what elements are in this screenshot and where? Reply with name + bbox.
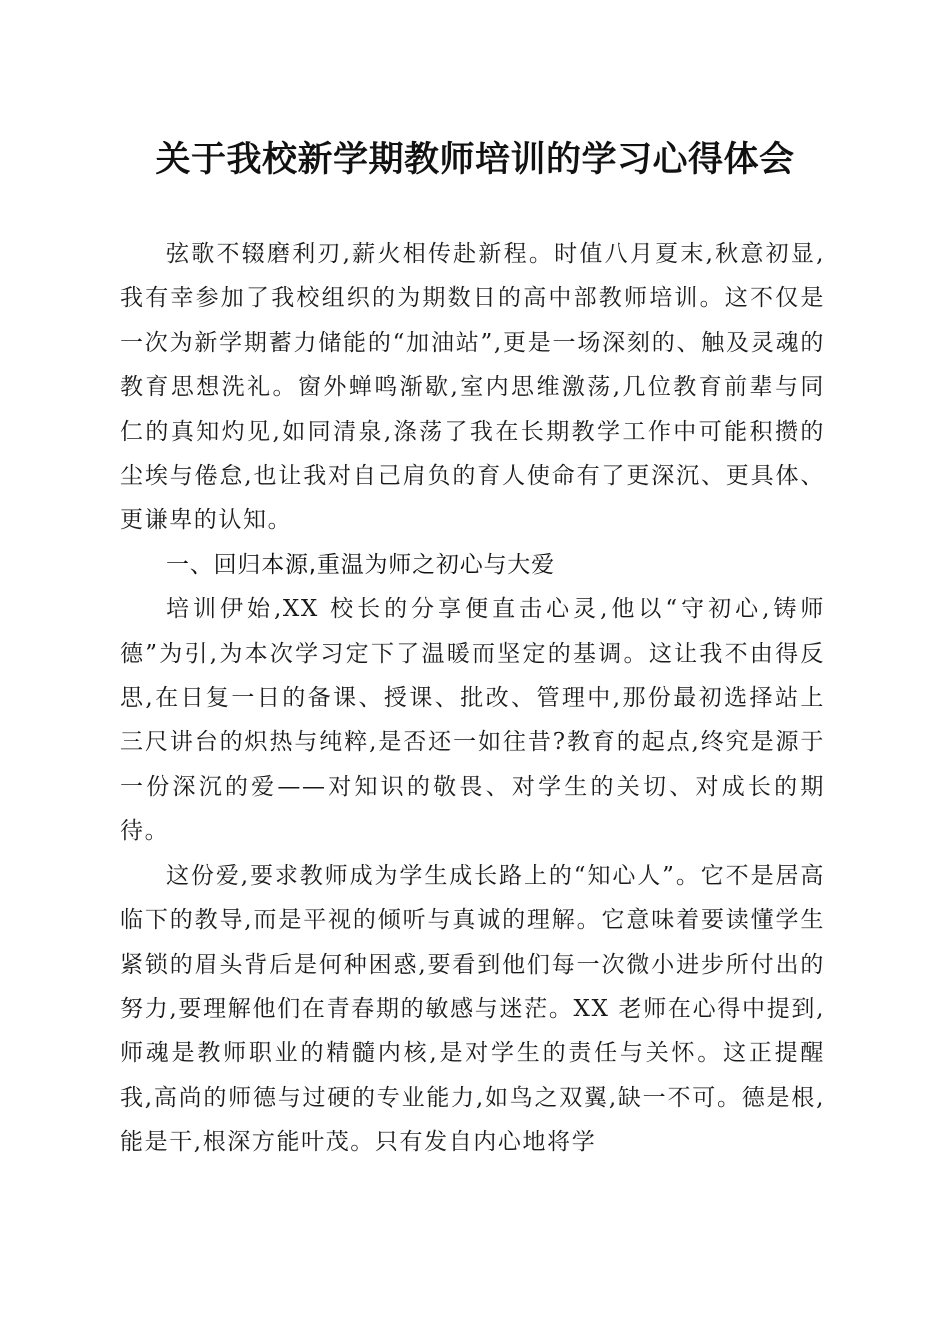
document-title: 关于我校新学期教师培训的学习心得体会 [155,139,795,180]
body-paragraph: 培训伊始,XX 校长的分享便直击心灵,他以“守初心,铸师德”为引,为本次学习定下了温暖而坚定的基调。这让我不由得反思,在日复一日的备课、授课、批改、管理中,那份最初选择站上三尺讲台的炽热与纯粹,是否还一如往昔?教育的起点,终究是源于一份深沉的爱——对知识的敬畏、对学生的关切、对成长的期待。 [120,596,825,845]
intro-paragraph: 弦歌不辍磨利刃,薪火相传赴新程。时值八月夏末,秋意初显,我有幸参加了我校组织的为期数日的高中部教师培训。这不仅是一次为新学期蓄力储能的“加油站”,更是一场深刻的、触及灵魂的教育思想洗礼。窗外蝉鸣渐歇,室内思维激荡,几位教育前辈与同仁的真知灼见,如同清泉,涤荡了我在长期教学工作中可能积攒的尘埃与倦怠,也让我对自己肩负的育人使命有了更深沉、更具体、更谦卑的认知。 [120,241,825,534]
document-body [120,232,825,1165]
section-heading: 一、回归本源,重温为师之初心与大爱 [166,551,555,578]
body-paragraph: 这份爱,要求教师成为学生成长路上的“知心人”。它不是居高临下的教导,而是平视的倾听与真诚的理解。它意味着要读懂学生紧锁的眉头背后是何种困惑,要看到他们每一次微小进步所付出的努力,要理解他们在青春期的敏感与迷茫。XX 老师在心得中提到,师魂是教师职业的精髓内核,是对学生的责任与关怀。这正提醒我,高尚的师德与过硬的专业能力,如鸟之双翼,缺一不可。德是根,能是干,根深方能叶茂。只有发自内心地将学 [120,862,825,1156]
